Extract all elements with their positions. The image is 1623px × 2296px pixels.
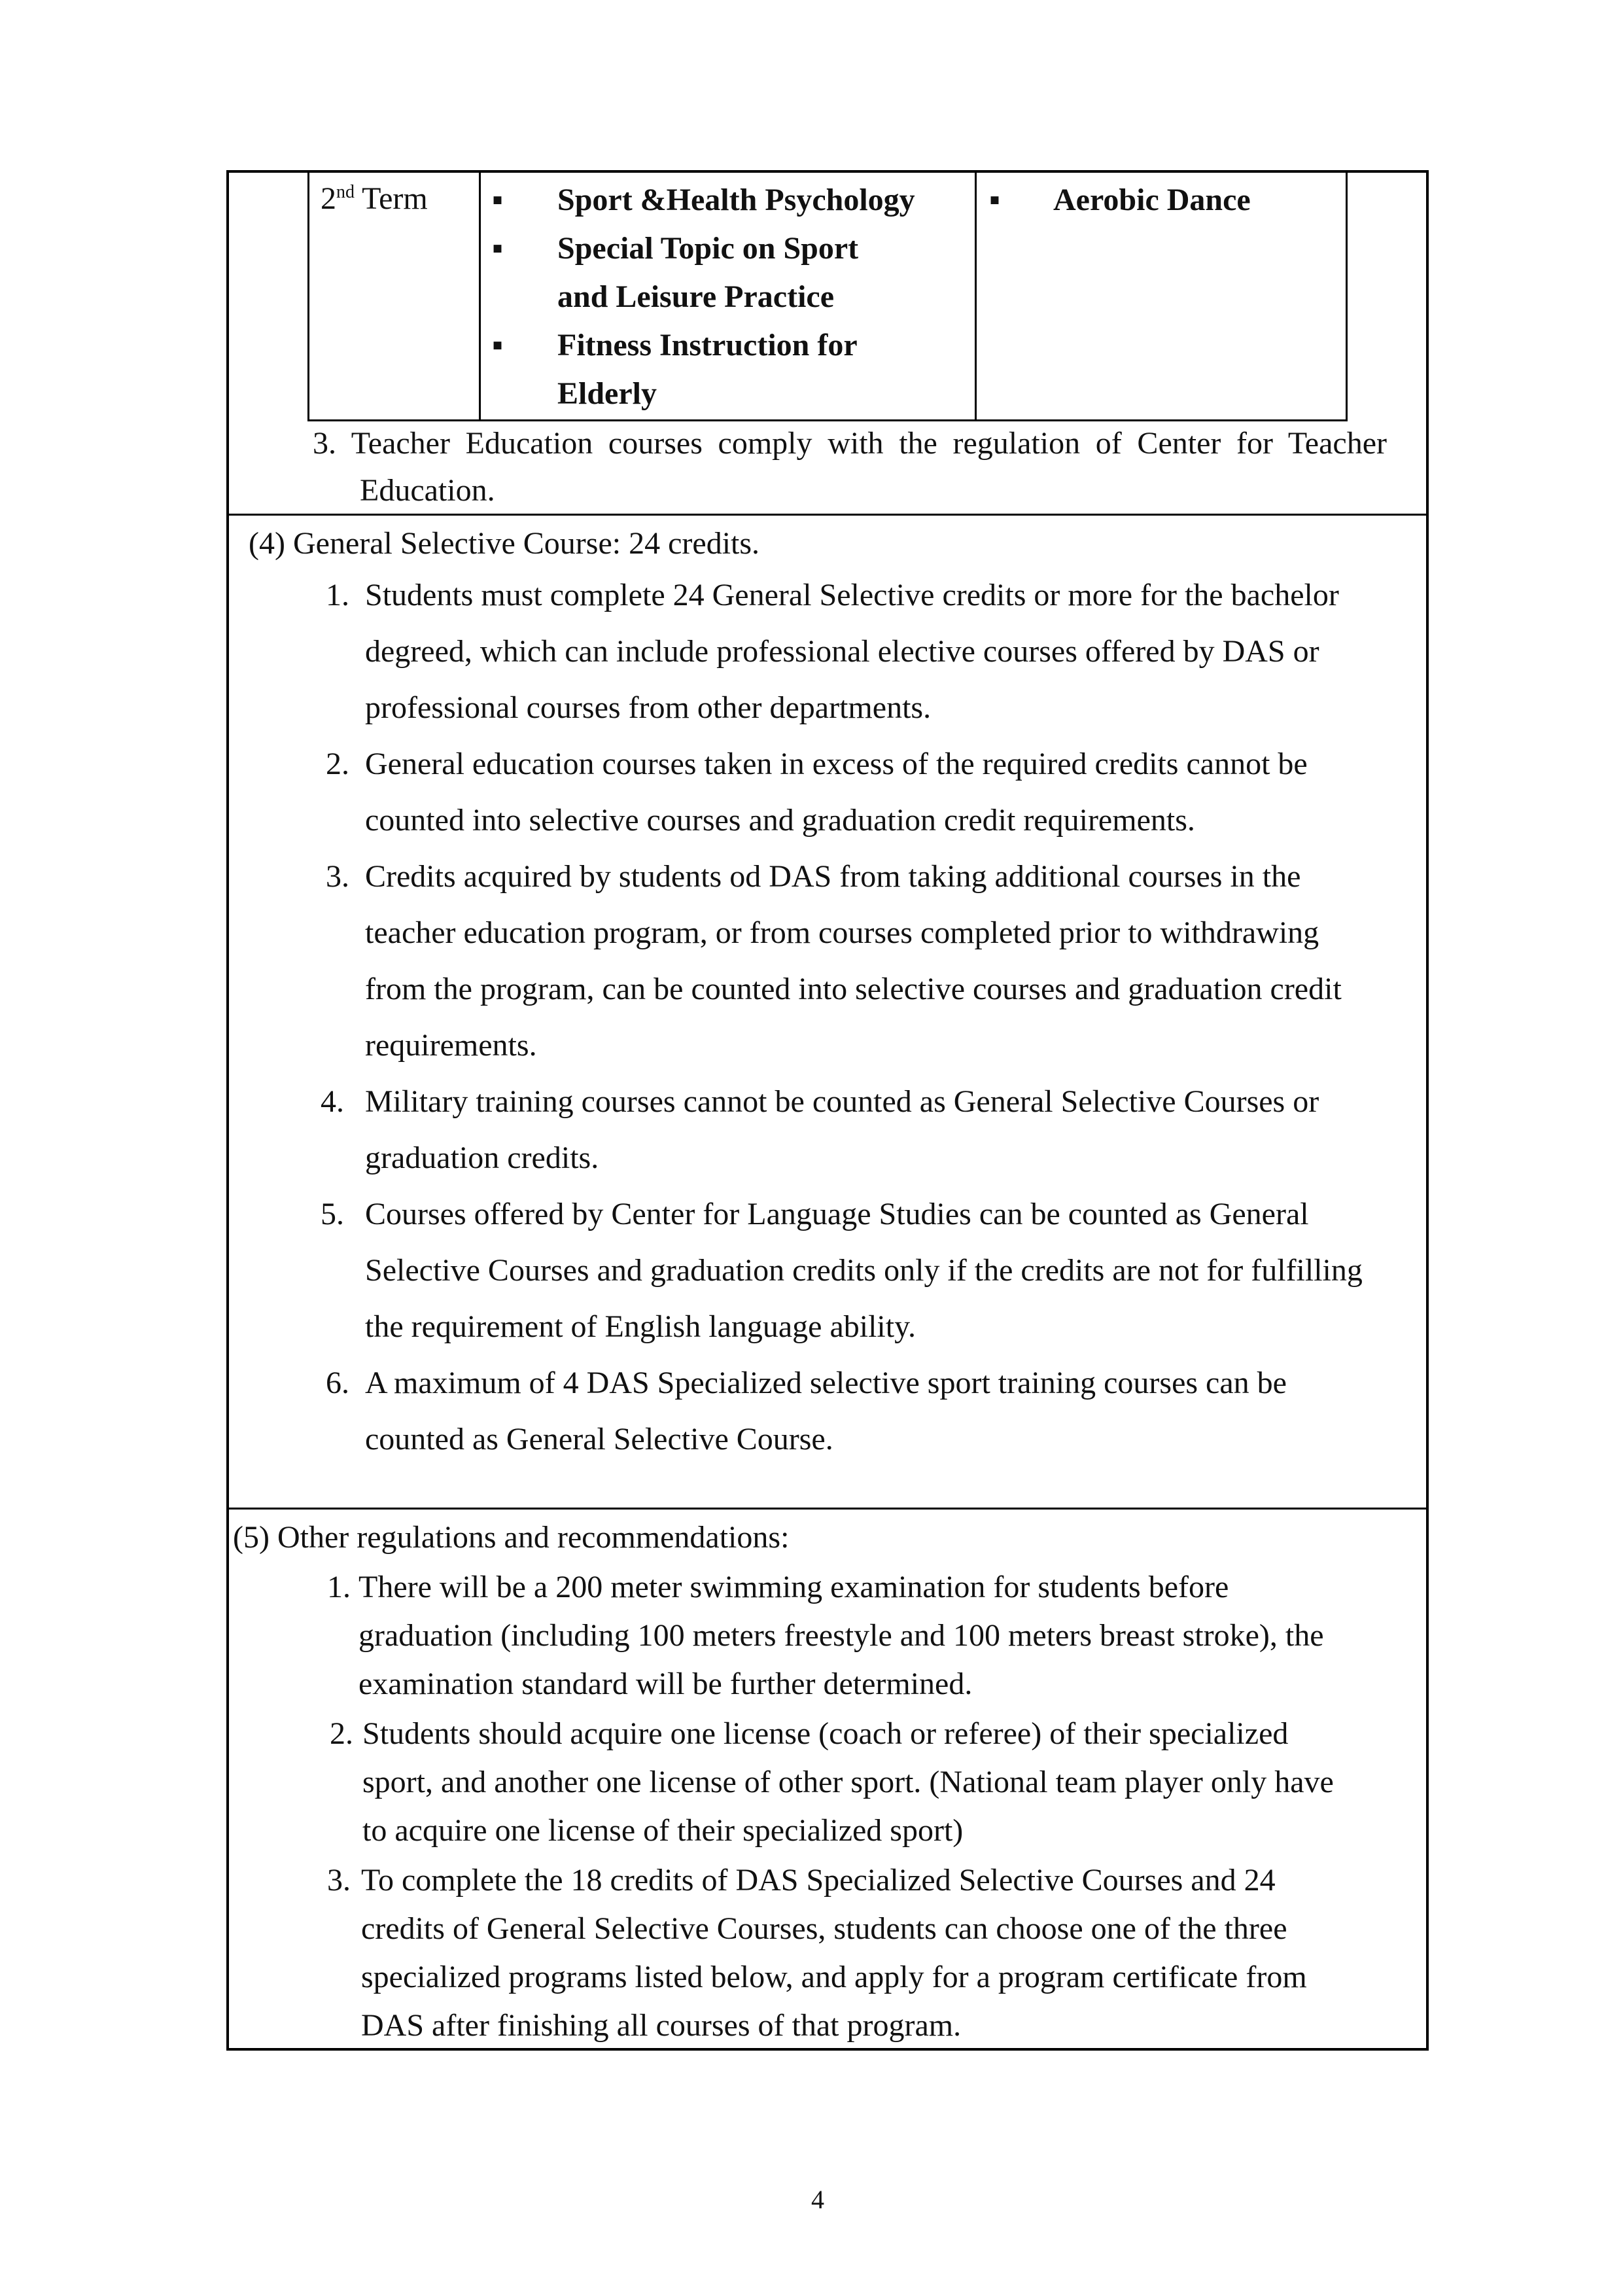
list-item: A maximum of 4 DAS Specialized selective sport training courses can be bbox=[365, 1366, 1287, 1400]
term-label: 2nd Term bbox=[321, 181, 428, 216]
teacher-education-note: 3. Teacher Education courses comply with the regulation of Center for Teacher bbox=[313, 426, 1387, 461]
course-item: Fitness Instruction for bbox=[557, 328, 858, 362]
list-item-continuation: degreed, which can include professional elective courses offered by DAS or bbox=[365, 634, 1319, 669]
list-item: There will be a 200 meter swimming examination for students before bbox=[358, 1570, 1229, 1604]
list-item: To complete the 18 credits of DAS Specialized Selective Courses and 24 bbox=[361, 1863, 1276, 1898]
course-table-col-divider-1 bbox=[479, 173, 481, 421]
list-number: 2. bbox=[330, 1716, 353, 1751]
list-item-continuation: examination standard will be further determined. bbox=[358, 1667, 973, 1701]
list-number: 1. bbox=[326, 578, 349, 612]
list-item-continuation: Selective Courses and graduation credits only if the credits are not for fulfilling bbox=[365, 1253, 1363, 1288]
course-table-col-divider-2 bbox=[975, 173, 977, 421]
list-item-continuation: graduation (including 100 meters freestyle and 100 meters breast stroke), the bbox=[358, 1618, 1324, 1653]
section-5-heading: (5) Other regulations and recommendations: bbox=[233, 1520, 790, 1555]
course-item-continuation: and Leisure Practice bbox=[557, 279, 835, 314]
list-item-continuation: counted as General Selective Course. bbox=[365, 1422, 833, 1457]
bullet-icon: ▪ bbox=[492, 183, 504, 217]
list-item-continuation: counted into selective courses and graduation credit requirements. bbox=[365, 803, 1195, 838]
list-item: Students should acquire one license (coach or referee) of their specialized bbox=[362, 1716, 1289, 1751]
list-number: 6. bbox=[326, 1366, 349, 1400]
list-item: Military training courses cannot be counted as General Selective Courses or bbox=[365, 1084, 1319, 1119]
list-item-continuation: requirements. bbox=[365, 1028, 537, 1063]
bullet-icon: ▪ bbox=[989, 183, 1001, 217]
list-item: Students must complete 24 General Selective credits or more for the bachelor bbox=[365, 578, 1339, 612]
list-item-continuation: graduation credits. bbox=[365, 1140, 599, 1175]
bullet-icon: ▪ bbox=[492, 231, 504, 266]
list-item-continuation: DAS after finishing all courses of that program. bbox=[361, 2008, 962, 2043]
page-number: 4 bbox=[811, 2185, 824, 2214]
list-number: 1. bbox=[327, 1570, 351, 1604]
list-item: Courses offered by Center for Language Studies can be counted as General bbox=[365, 1197, 1309, 1231]
teacher-education-note-continuation: Education. bbox=[360, 473, 495, 508]
list-number: 4. bbox=[321, 1084, 344, 1119]
course-item-continuation: Elderly bbox=[557, 376, 657, 411]
list-number: 3. bbox=[326, 859, 349, 894]
list-item-continuation: the requirement of English language ability. bbox=[365, 1309, 916, 1344]
list-item-continuation: from the program, can be counted into selective courses and graduation credit bbox=[365, 972, 1342, 1006]
list-number: 2. bbox=[326, 747, 349, 781]
list-item: Credits acquired by students od DAS from taking additional courses in the bbox=[365, 859, 1301, 894]
section-divider-1 bbox=[226, 514, 1429, 516]
list-item-continuation: to acquire one license of their specialized sport) bbox=[362, 1813, 964, 1848]
course-item: Aerobic Dance bbox=[1053, 183, 1251, 217]
section-divider-2 bbox=[226, 1508, 1429, 1510]
list-item-continuation: sport, and another one license of other sport. (National team player only have bbox=[362, 1765, 1334, 1799]
course-item: Special Topic on Sport bbox=[557, 231, 859, 266]
course-item: Sport &Health Psychology bbox=[557, 183, 915, 217]
list-item: General education courses taken in excess of the required credits cannot be bbox=[365, 747, 1308, 781]
list-item-continuation: credits of General Selective Courses, students can choose one of the three bbox=[361, 1911, 1287, 1946]
list-number: 3. bbox=[327, 1863, 351, 1898]
list-item-continuation: professional courses from other departments. bbox=[365, 690, 932, 725]
list-item-continuation: specialized programs listed below, and apply for a program certificate from bbox=[361, 1960, 1307, 1994]
list-item-continuation: teacher education program, or from courses completed prior to withdrawing bbox=[365, 915, 1319, 950]
list-number: 5. bbox=[321, 1197, 344, 1231]
bullet-icon: ▪ bbox=[492, 328, 504, 362]
section-4-heading: (4) General Selective Course: 24 credits. bbox=[249, 526, 760, 561]
